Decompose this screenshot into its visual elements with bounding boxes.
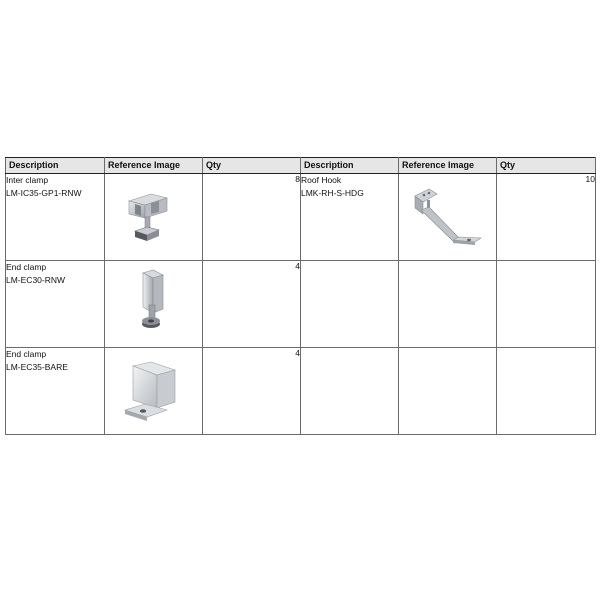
description-cell	[301, 348, 399, 435]
part-name: End clamp	[6, 262, 47, 272]
table-row	[6, 261, 596, 348]
header-qty-2: Qty	[497, 158, 596, 174]
part-name: Roof Hook	[301, 175, 342, 185]
reference-image-cell	[105, 174, 203, 261]
qty-cell: 10	[497, 174, 596, 261]
qty-cell	[497, 261, 596, 348]
reference-image-cell	[105, 261, 203, 348]
part-name: Inter clamp	[6, 175, 49, 185]
part-code: LM-EC30-RNW	[6, 275, 66, 285]
description-cell	[301, 174, 399, 261]
header-reference-image-2: Reference Image	[399, 158, 497, 174]
part-code: LMK-RH-S-HDG	[301, 188, 364, 198]
qty-cell	[497, 348, 596, 435]
reference-image-cell	[399, 174, 497, 261]
end-clamp-bare-icon	[105, 348, 203, 434]
description-cell	[301, 261, 399, 348]
qty-cell: 8	[203, 174, 301, 261]
reference-image-cell	[105, 348, 203, 435]
description-cell	[6, 348, 105, 435]
header-qty: Qty	[203, 158, 301, 174]
inter-clamp-icon	[105, 174, 203, 260]
end-clamp-icon	[105, 261, 203, 347]
roof-hook-icon	[399, 174, 497, 260]
description-cell	[6, 174, 105, 261]
parts-table	[5, 157, 596, 435]
description-cell	[6, 261, 105, 348]
reference-image-cell	[399, 261, 497, 348]
part-name: End clamp	[6, 349, 47, 359]
table-row	[6, 174, 596, 261]
table-row	[6, 348, 596, 435]
qty-cell: 4	[203, 261, 301, 348]
part-code: LM-EC35-BARE	[6, 362, 68, 372]
header-description-2: Description	[301, 158, 399, 174]
reference-image-cell	[399, 348, 497, 435]
header-description: Description	[6, 158, 105, 174]
header-reference-image: Reference Image	[105, 158, 203, 174]
qty-cell: 4	[203, 348, 301, 435]
header-row	[6, 158, 596, 174]
part-code: LM-IC35-GP1-RNW	[6, 188, 82, 198]
